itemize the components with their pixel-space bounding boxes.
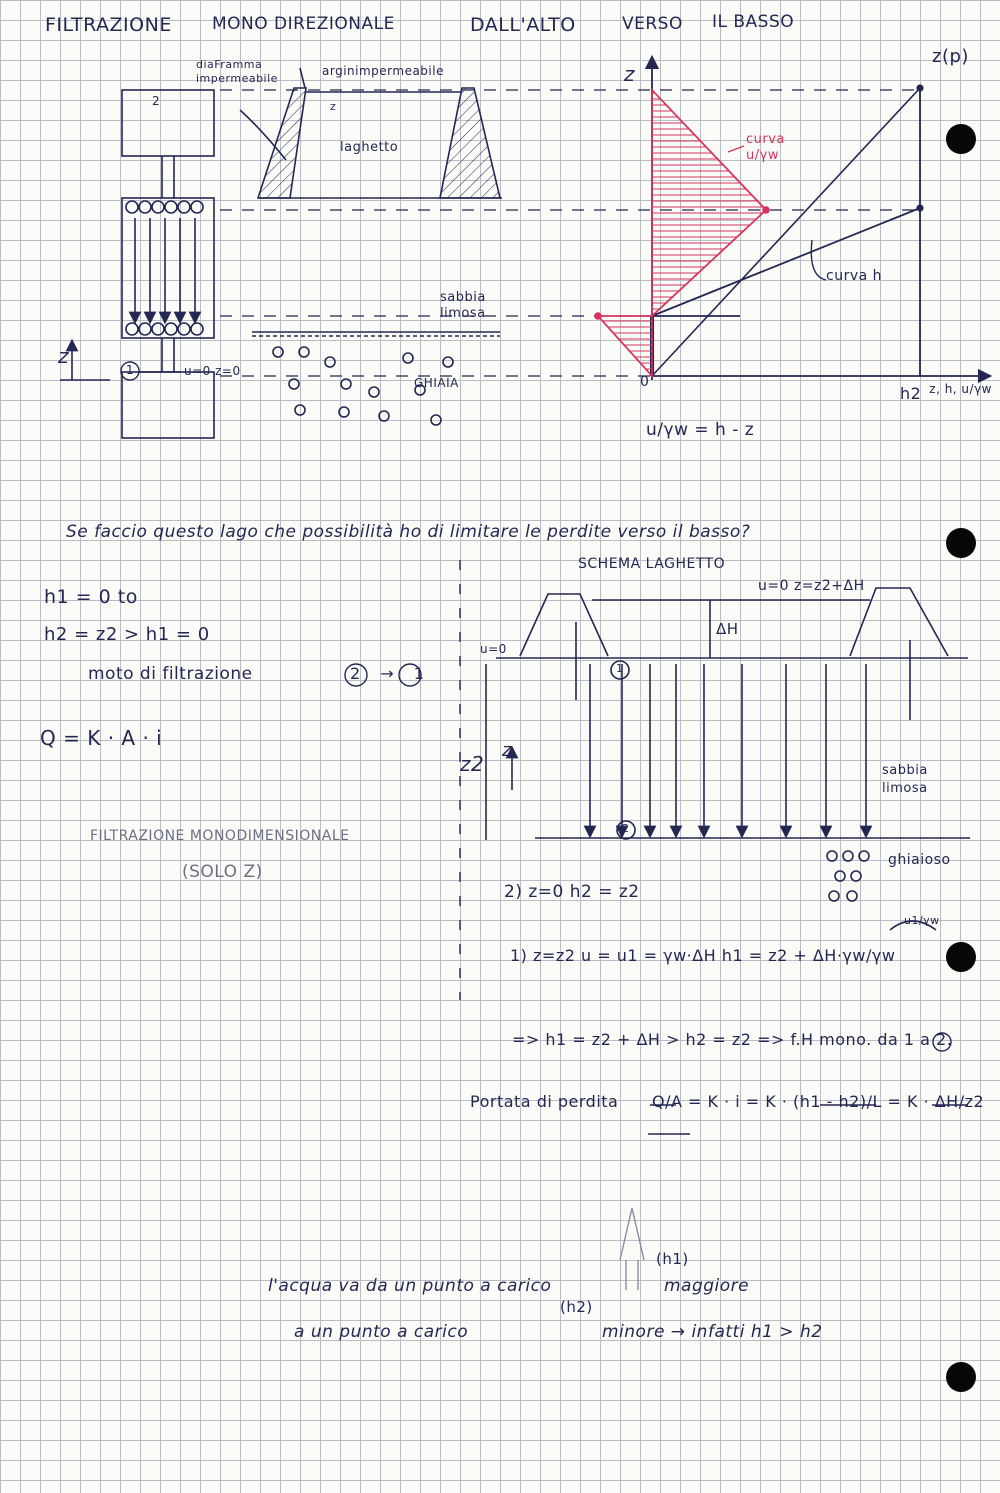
note-darcy: Q = K · A · i [40,726,163,750]
portata-label: Portata di perdita [470,1092,619,1111]
scheme2-delta-h: ΔH [716,620,739,638]
note-mono-title: FILTRAZIONE MONODIMENSIONALE [90,828,350,844]
header-title-5: IL BASSO [712,12,795,32]
graph1-tick-h2: h2 [900,384,922,403]
scheme2-ghiaioso: ghiaioso [888,852,951,868]
up-arrow-icon [620,1208,644,1290]
label-z-lake: z [330,100,337,113]
note-h1: h1 = 0 to [44,586,138,608]
scheme2-drawing [486,588,970,930]
footer-line2-a: a un punto a carico [294,1322,469,1342]
header-title-1: FILTRAZIONE [45,14,172,36]
equation-3: => h1 = z2 + ΔH > h2 = z2 => f.H mono. da 1 a 2. [512,1030,953,1049]
label-ghiaia: GHIAIA [414,376,459,390]
equation-2: 2) z=0 h2 = z2 [504,882,640,902]
label-argine: arginimpermeabile [322,64,444,78]
header-title-2: MONO DIREZIONALE [212,14,395,34]
dashed-levels [220,90,920,376]
label-diaframma: diaFramma impermeabile [196,58,278,85]
graph1-formula: u/γw = h - z [646,420,755,440]
footer-line1-b: maggiore [664,1276,750,1296]
bottom-pebbles-icon [126,323,203,335]
header-title-3: DALL'ALTO [470,14,576,36]
footer-line1-h: (h1) [656,1250,689,1268]
note-mono-sub: (SOLO Z) [182,862,263,882]
equation-1: 1) z=z2 u = u1 = γw·ΔH h1 = z2 + ΔH·γw/γw [510,946,896,965]
scheme2-point-2: 2 [622,822,630,835]
portata-equation: Q/A = K · i = K · (h1 - h2)/L = K · ΔH/z2 [652,1092,985,1111]
graph1-axis-y: z [624,62,635,86]
scheme2-u-top: u=0 z=z2+ΔH [758,578,865,594]
note-h2: h2 = z2 > h1 = 0 [44,624,210,645]
footer-line2-h: (h2) [560,1298,593,1316]
label-u-zero: u=0 z=0 [184,364,241,378]
label-laghetto: laghetto [340,140,399,155]
flow-arrows [590,664,866,832]
scheme2-title: SCHEMA LAGHETTO [578,556,726,572]
label-sabbia: sabbia limosa [440,290,486,321]
header-title-4: VERSO [622,14,683,34]
graph1-u-curve [595,90,769,376]
axis-z-sketch1: z [58,344,69,368]
equation-1-note: u1/γw [904,914,940,927]
scheme2-point-1: 1 [616,662,624,675]
graph1-axis-top-right: z(p) [932,46,969,67]
graph1-origin: 0 [640,374,650,390]
footer-line1-a: l'acqua va da un punto a carico [268,1276,552,1296]
sketch1-lake [240,68,502,425]
scheme2-sabbia: sabbia limosa [882,763,928,796]
sketch1-column [60,90,214,438]
note-motion-direction: 2 → 1 [350,664,425,683]
graph1-axis-x: z, h, u/γw [929,382,992,396]
scheme2-u-left: u=0 [480,642,507,656]
label-point-1: 1 [126,363,135,377]
note-motion: moto di filtrazione [88,664,253,684]
scheme2-z2: z2 [460,752,485,776]
graph1-curve-u-label: curva u/γw [746,132,785,163]
question-line: Se faccio questo lago che possibilità ho di limitare le perdite verso il basso? [66,522,751,542]
scheme2-z-axis: z [502,740,512,761]
label-point-2: 2 [152,94,161,108]
graph1-curve-h-label: curva h [826,268,883,284]
gravel2-icon [827,851,869,901]
top-pebbles-icon [126,201,203,213]
footer-line2-b: minore → infatti h1 > h2 [602,1322,823,1342]
